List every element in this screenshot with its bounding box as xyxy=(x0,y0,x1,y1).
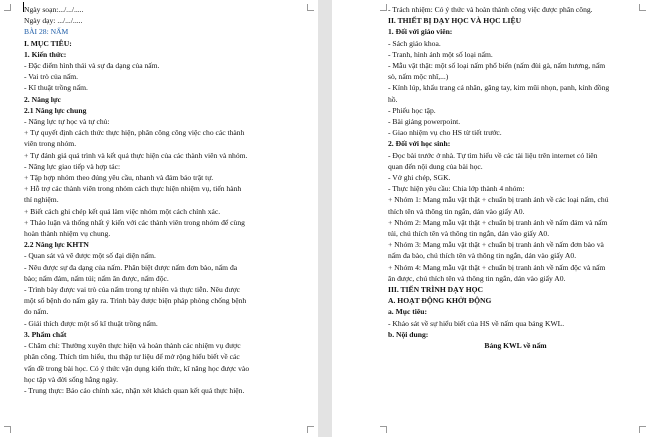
text-line: học tập và đời sống hằng ngày. xyxy=(24,374,118,384)
text-line: + Biết cách ghi chép kết quả làm việc nhóm một cách chính xác. xyxy=(24,206,221,216)
text-line: - Vở ghi chép, SGK. xyxy=(388,173,451,183)
margin-mark xyxy=(639,426,646,433)
text-line: - Thực hiện yêu cầu: Chia lớp thành 4 nhóm: xyxy=(388,184,525,194)
text-line: + Tập hợp nhóm theo đúng yêu cầu, nhanh và đảm bảo trật tự. xyxy=(24,173,214,183)
text-line: hồ. xyxy=(388,94,398,104)
text-line: + Nhóm 2: Mang mẫu vật thật + chuẩn bị tranh ảnh về nấm đảm và nấm xyxy=(388,217,608,227)
margin-mark xyxy=(380,426,387,433)
text-line: + Hỗ trợ các thành viên trong nhóm cách thực hiện nhiệm vụ, tiến hành xyxy=(24,184,242,194)
text-line: Bảng KWL về nấm xyxy=(484,341,547,351)
text-line: Ngày dạy: .../.../..... xyxy=(24,16,83,26)
text-line: ăn được, chú thích tên và thông tin ngắn, dán vào giấy A0. xyxy=(388,273,566,283)
margin-mark xyxy=(307,4,314,11)
text-line: bào; nấm đảm, nấm túi; nấm ăn được, nấm độc. xyxy=(24,273,169,283)
text-line: một số bệnh do nấm gây ra. Trình bày được biện pháp phòng chống bệnh xyxy=(24,296,247,306)
text-line: sò, nấm mộc nhĩ,...) xyxy=(388,72,449,82)
text-line: I. MỤC TIÊU: xyxy=(24,38,72,48)
text-line: - Chăm chỉ: Thường xuyên thực hiện và hoàn thành các nhiệm vụ được xyxy=(24,341,241,351)
text-line: BÀI 28: NẤM xyxy=(24,27,69,37)
text-line: - Đọc bài trước ở nhà. Tự tìm hiểu về các tài liệu trên internet có liên xyxy=(388,150,598,160)
text-line: + Nhóm 4: Mang mẫu vật thật + chuẩn bị tranh ảnh về nấm độc và nấm xyxy=(388,262,606,272)
text-line: - Năng lực tự học và tự chủ: xyxy=(24,117,110,127)
text-line: nấm đa bào, chú thích tên và thông tin ngắn, dán vào giấy A0. xyxy=(388,251,577,261)
text-line: vấn đề trong bài học. Có ý thức vận dụng kiến thức, kĩ năng học được vào xyxy=(24,363,250,373)
page-text-column xyxy=(24,4,279,396)
document-page-right[interactable] xyxy=(332,0,650,437)
text-line: - Bài giảng powerpoint. xyxy=(388,117,461,127)
text-line: + Tự quyết định cách thức thực hiện, phân công công việc cho các thành xyxy=(24,128,245,138)
text-line: thích tên và thông tin ngắn, dán vào giấy A0. xyxy=(388,206,525,216)
text-line: + Nhóm 1: Mang mẫu vật thật + chuẩn bị tranh ảnh về các loại nấm, chú xyxy=(388,195,609,205)
page-text-column xyxy=(388,4,643,351)
text-line: a. Mục tiêu: xyxy=(388,307,428,317)
page-gap xyxy=(318,0,332,437)
text-line: - Giao nhiệm vụ cho HS từ tiết trước. xyxy=(388,128,502,138)
text-line: 2. Đối với học sinh: xyxy=(388,139,451,149)
text-line: - Vai trò của nấm. xyxy=(24,72,79,82)
margin-mark xyxy=(307,426,314,433)
text-line: quan đến nội dung của bài học. xyxy=(388,161,483,171)
text-line: - Trình bày được vai trò của nấm trong tự nhiên và thực tiễn. Nêu được xyxy=(24,285,240,295)
text-line: - Kính lúp, khẩu trang cá nhân, găng tay, kim mũi nhọn, panh, kính đồng xyxy=(388,83,610,93)
document-page-left[interactable] xyxy=(0,0,318,437)
text-line: - Nêu được sự đa dạng của nấm. Phân biệt được nấm đơn bào, nấm đa xyxy=(24,262,238,272)
text-line: + Thảo luận và thống nhất ý kiến với các thành viên trong nhóm để cùng xyxy=(24,217,245,227)
text-line: hoàn thành nhiệm vụ chung. xyxy=(24,229,111,239)
text-line: 1. Kiến thức: xyxy=(24,49,67,59)
text-line: 2. Năng lực xyxy=(24,94,61,104)
text-line: III. TIẾN TRÌNH DẠY HỌC xyxy=(388,285,484,295)
text-line: A. HOẠT ĐỘNG KHỞI ĐỘNG xyxy=(388,296,492,306)
text-line: - Quan sát và vẽ được một số đại diện nấm. xyxy=(24,251,156,261)
text-line: viên trong nhóm. xyxy=(24,139,77,149)
text-line: b. Nội dung: xyxy=(388,329,429,339)
text-line: - Kĩ thuật trồng nấm. xyxy=(24,83,88,93)
text-line: 3. Phẩm chất xyxy=(24,329,67,339)
margin-mark xyxy=(4,4,11,11)
text-line: 2.2 Năng lực KHTN xyxy=(24,240,89,250)
text-line: II. THIẾT BỊ DẠY HỌC VÀ HỌC LIỆU xyxy=(388,16,522,26)
text-line: - Sách giáo khoa. xyxy=(388,38,441,48)
text-line: - Năng lực giao tiếp và hợp tác: xyxy=(24,161,121,171)
text-line: - Trách nhiệm: Có ý thức và hoàn thành công việc được phân công. xyxy=(388,5,593,14)
text-line: do nấm. xyxy=(24,307,49,317)
text-line: + Nhóm 3: Mang mẫu vật thật + chuẩn bị tranh ảnh về nấm đơn bào và xyxy=(388,240,604,250)
margin-mark xyxy=(380,4,387,11)
text-line: 2.1 Năng lực chung xyxy=(24,105,87,115)
text-line: túi, chú thích tên và thông tin ngắn, dán vào giấy A0. xyxy=(388,229,550,239)
text-line: - Phiếu học tập. xyxy=(388,105,436,115)
text-line: - Đặc điểm hình thái và sự đa dạng của nấm. xyxy=(24,61,160,71)
text-line: - Tranh, hình ảnh một số loại nấm. xyxy=(388,49,493,59)
text-line: Ngày soạn:.../.../..... xyxy=(24,5,84,14)
text-line: - Mẫu vật thật: một số loại nấm phổ biến (nấm đùi gà, nấm hương, nấm xyxy=(388,61,606,71)
text-line: thí nghiệm. xyxy=(24,195,59,205)
text-line: - Giải thích được một số kĩ thuật trồng nấm. xyxy=(24,318,158,328)
text-line: phân công. Thích tìm hiểu, thu thập tư liệu để mở rộng hiểu biết về các xyxy=(24,352,240,362)
margin-mark xyxy=(4,426,11,433)
text-line: - Trung thực: Báo cáo chính xác, nhận xét khách quan kết quả thực hiện. xyxy=(24,385,245,395)
text-line: + Tự đánh giá quá trình và kết quả thực hiện của các thành viên và nhóm. xyxy=(24,150,248,160)
text-line: 1. Đối với giáo viên: xyxy=(388,27,453,37)
text-line: - Khảo sát về sự hiểu biết của HS về nấm qua bảng KWL. xyxy=(388,318,565,328)
